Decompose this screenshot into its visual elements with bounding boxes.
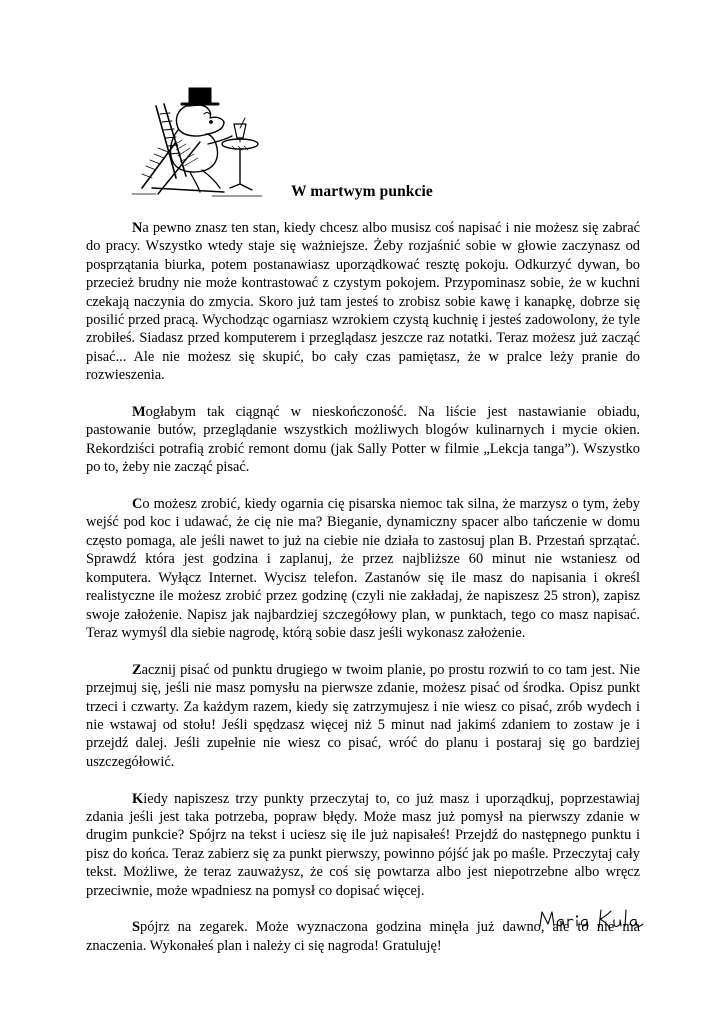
paragraph-text: ogłabym tak ciągnąć w nieskończoność. Na liście jest nastawianie obiadu, pastowanie butów, przeglądanie wszystkich możliwych blogów kulinarnych i mycie okien. Rekordziści potrafią zrobić remont domu (jak Sally Potter w filmie „Lekcja tanga”). Wszystko po to, żeby nie zacząć pisać.: [86, 404, 640, 476]
paragraph-initial: M: [132, 404, 146, 421]
paragraph-text: a pewno znasz ten stan, kiedy chcesz albo musisz coś napisać i nie możesz się zabrać do pracy. Wszystko wtedy staje się ważniejsze. Żeby rozjaśnić sobie w głowie zaczynasz od posprzątania biurka, potem postanawiasz uporządkować resztę pokoju. Odkurzyć dywan, bo przecież brudny nie może kontrastować z czystym pokojem. Przypominasz sobie, że w kuchni czekają naczynia do zmycia. Skoro już tam jesteś to zrobisz sobie kawę i kanapkę, dobrze się posilić przed pracą. Wychodząc ogarniasz wzrokiem czystą kuchnię i jesteś zadowolony, że tyle zrobiłeś. Siadasz przed komputerem i przeglądasz jeszcze raz notatki. Teraz możesz już zacząć pisać... Ale nie możesz się skupić, bo cały czas pamiętasz, że w pralce leży pranie do rozwieszenia.: [86, 220, 640, 384]
document-body: [86, 219, 640, 974]
paragraph-text: acznij pisać od punktu drugiego w twoim planie, po prostu rozwiń to co tam jest. Nie przejmuj się, jeśli nie masz pomysłu na pierwsze zdanie, możesz pisać od środka. Opisz punkt trzeci i czwarty. Za każdym razem, kiedy się zatrzymujesz i nie wiesz co pisać, zrób wydech i nie wstawaj od stołu! Jeśli spędzasz więcej niż 5 minut nad jakimś zdaniem to zostaw je i przejdź dalej. Jeśli zupełnie nie wiesz co pisać, wróć do planu i postaraj się go bardziej uszczegółowić.: [86, 661, 640, 770]
handwritten-signature: [537, 906, 647, 936]
paragraph-text: iedy napiszesz trzy punkty przeczytaj to, co już masz i uporządkuj, poprzestawiaj zdania jeśli jest taka potrzeba, popraw błędy. Może masz już pomysł na pierwszy zdanie w drugim punkcie? Spójrz na tekst i uciesz się ile już napisałeś! Przejdź do następnego punktu i pisz do końca. Teraz zabierz się za punkt pierwszy, powinno pójść jak po maśle. Przeczytaj cały tekst. Możliwe, że teraz zauważysz, że coś się powtarza albo jest niepotrzebne albo wręcz przeciwnie, może wpadniesz na pomysł co dopisać więcej.: [86, 790, 640, 899]
paragraph-initial: Z: [132, 661, 142, 678]
paragraph-initial: S: [132, 919, 141, 936]
moomin-deckchair-illustration: [112, 84, 272, 200]
paragraph: [86, 495, 640, 642]
paragraph: [86, 661, 640, 771]
paragraph-initial: N: [132, 220, 143, 236]
paragraph: [86, 790, 640, 900]
paragraph-initial: C: [132, 496, 143, 513]
paragraph-text: pójrz na zegarek. Może wyznaczona godzina minęła już dawno, ale to nie ma znaczenia. Wykonałeś plan i należy ci się nagroda! Gratuluję!: [86, 919, 640, 954]
paragraph-text: o możesz zrobić, kiedy ogarnia cię pisarska niemoc tak silna, że marzysz o tym, żeby wejść pod koc i udawać, że cię nie ma? Bieganie, dynamiczny spacer albo tańczenie w domu często pomaga, ale jeśli nawet to już na ciebie nie działa to zastosuj plan B. Przestań sprzątać. Sprawdź która jest godzina i zaplanuj, że przez najbliższe 60 minut nie wstaniesz od komputera. Wyłącz Internet. Wycisz telefon. Zastanów się ile masz do napisania i określ realistyczne ile możesz zrobić przez godzinę (czyli nie zakładaj, że napiszesz 25 stron), zapisz swoje założenie. Napisz jak najbardziej szczegółowy plan, w punktach, tego co masz napisać. Teraz wymyśl dla siebie nagrodę, którą sobie dasz jeśli wykonasz założenie.: [86, 496, 640, 641]
paragraph: [86, 219, 640, 385]
paragraph-initial: K: [132, 790, 144, 807]
document-title: W martwym punkcie: [291, 183, 433, 200]
paragraph: [86, 403, 640, 477]
